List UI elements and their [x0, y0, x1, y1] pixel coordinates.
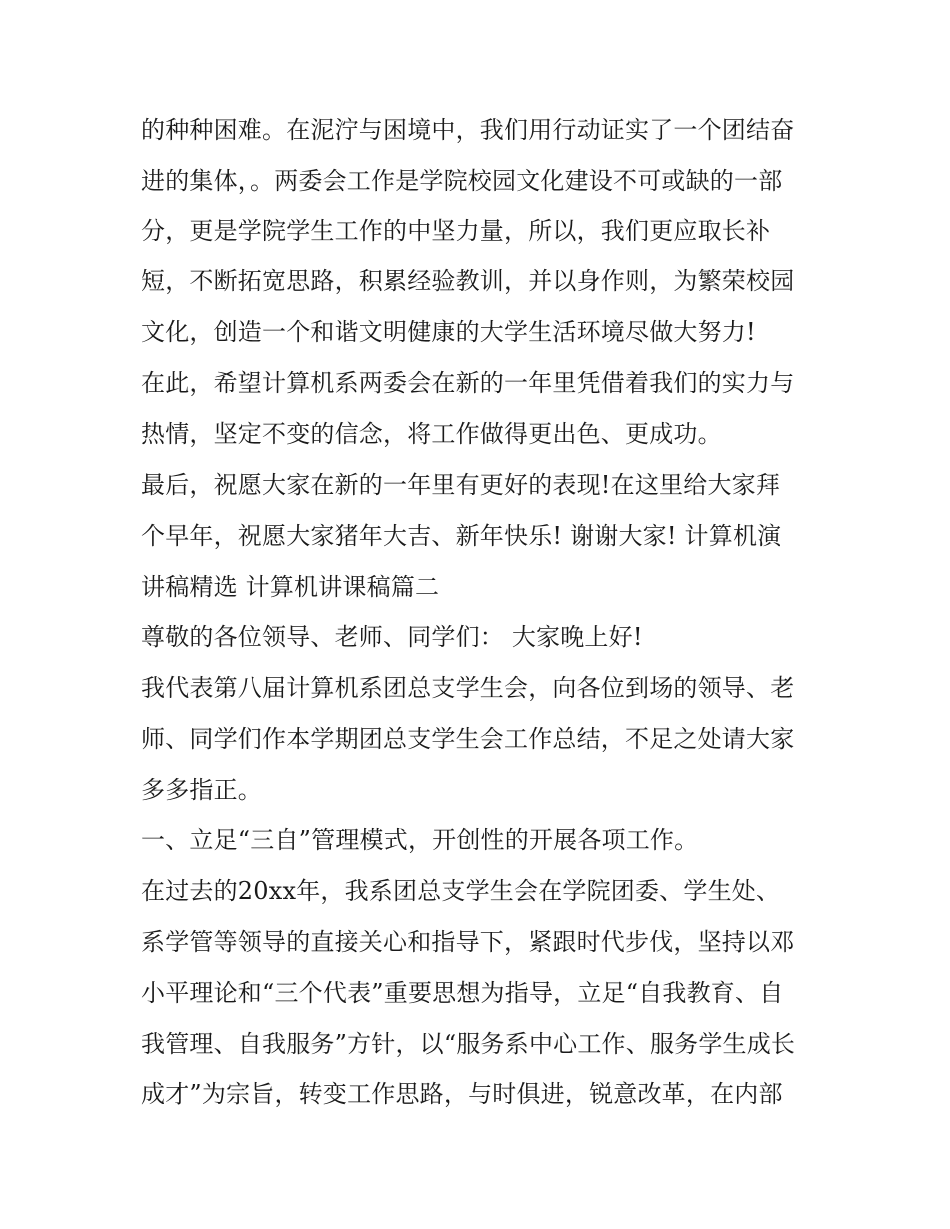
text-line: 系学管等领导的直接关心和指导下，紧跟时代步伐，坚持以邓 — [141, 928, 795, 956]
text-line: 分，更是学院学生工作的中坚力量，所以，我们更应取长补 — [141, 217, 771, 245]
text-line: 小平理论和“三个代表”重要思想为指导，立足“自我教育、自 — [141, 979, 784, 1007]
text-line: 在过去的20xx年，我系团总支学生会在学院团委、学生处、 — [141, 877, 781, 905]
text-line: 我管理、自我服务”方针，以“服务系中心工作、服务学生成长 — [141, 1030, 796, 1058]
text-line: 短，不断拓宽思路，积累经验教训，并以身作则，为繁荣校园 — [141, 267, 795, 295]
text-line: 一、立足“三自”管理模式，开创性的开展各项工作。 — [141, 826, 699, 854]
text-line: 师、同学们作本学期团总支学生会工作总结，不足之处请大家 — [141, 725, 795, 753]
text-line: 的种种困难。在泥泞与困境中，我们用行动证实了一个团结奋 — [141, 116, 795, 144]
text-line: 讲稿精选 计算机讲课稿篇二 — [141, 573, 440, 601]
text-line: 热情，坚定不变的信念，将工作做得更出色、更成功。 — [141, 420, 722, 448]
text-line: 尊敬的各位领导、老师、同学们： 大家晚上好! — [141, 623, 643, 651]
text-line: 最后，祝愿大家在新的一年里有更好的表现!在这里给大家拜 — [141, 471, 781, 499]
text-line: 成才”为宗旨，转变工作思路，与时俱进，锐意改革，在内部 — [141, 1080, 783, 1108]
text-line: 个早年，祝愿大家猪年大吉、新年快乐! 谢谢大家! 计算机演 — [141, 522, 782, 550]
text-line: 我代表第八届计算机系团总支学生会，向各位到场的领导、老 — [141, 674, 795, 702]
text-line: 进的集体，。两委会工作是学院校园文化建设不可或缺的一部 — [141, 167, 783, 195]
text-line: 文化，创造一个和谐文明健康的大学生活环境尽做大努力! — [141, 318, 756, 346]
text-line: 在此，希望计算机系两委会在新的一年里凭借着我们的实力与 — [141, 369, 795, 397]
text-line: 多多指正。 — [141, 776, 262, 804]
